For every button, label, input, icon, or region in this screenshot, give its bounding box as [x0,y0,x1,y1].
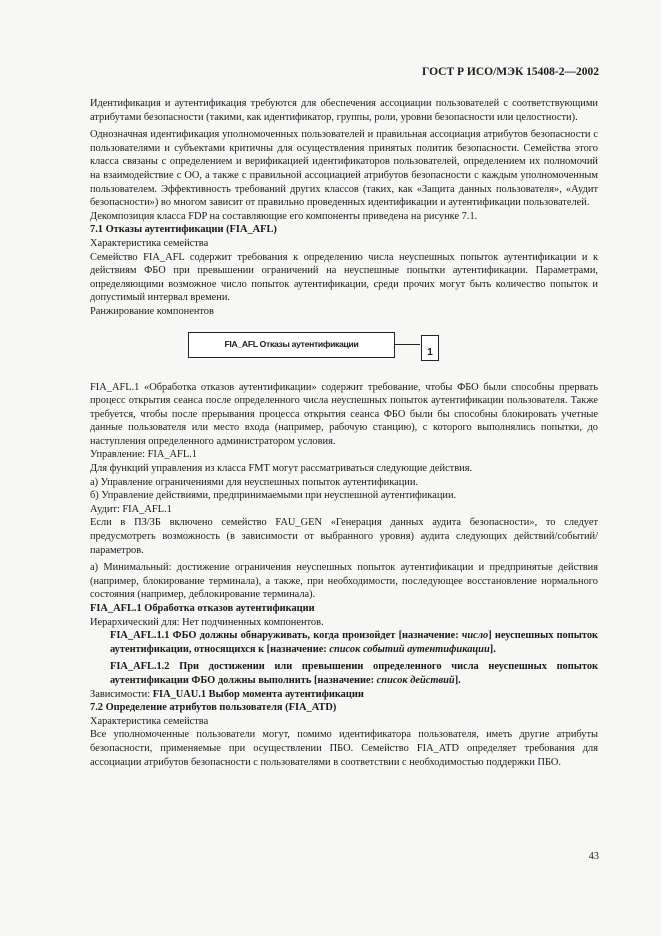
section-heading-7-2: 7.2 Определение атрибутов пользователя (FIA_ATD) [90,702,337,714]
paragraph: Декомпозиция класса FDP на составляющие его компоненты приведена на рисунке 7.1. [90,210,478,222]
paragraph: Все уполномоченные пользователи могут, помимо идентификатора пользователя, иметь другие атрибуты безопасности, применяемые при осуществлении ПБО. Семейство FIA_ATD определяет требования для ассоциации атрибутов безопасности с пользователями в соответствии с необходимостью поддержки ПБО. [90,729,598,768]
dependencies: Зависимости: FIA_UAU.1 Выбор момента аутентификации [90,688,364,700]
family-box: FIA_AFL Отказы аутентификации [188,332,395,358]
component-title: FIA_AFL.1 Обработка отказов аутентификации [90,603,315,614]
subheading: Ранжирование компонентов [90,305,214,317]
page-content [90,97,598,769]
section-heading-7-1: 7.1 Отказы аутентификации (FIA_AFL) [90,224,277,236]
paragraph: Для функций управления из класса FMT могут рассматриваться следующие действия. [90,463,473,475]
component-ranking-diagram [90,323,598,375]
paragraph: Однозначная идентификация уполномоченных пользователей и правильная ассоциация атрибутов безопасности с пользователями и субъектами критичны для осуществления принятых политик безопасности. Семейства этого класса связаны с определением и верификацией идентификаторов пользователей, определением их полномочий на взаимодействие с ОО, а также с правильной ассоциацией атрибутов безопасности с каждым уполномоченным пользователем. Эффективность требований других классов (таких, как «Защита данных пользователя», «Аудит безопасности») во многом зависит от правильно проведенных идентификации и аутентификации пользователей. [90,129,598,209]
list-item: а) Управление ограничениями для неуспешных попыток аутентификации. [90,476,419,488]
element-fia-afl-1-2: FIA_AFL.1.2 При достижении или превышении определенного числа неуспешных попыток аутентификации ФБО должны выполнить [назначение: список действий]. [110,661,598,686]
paragraph: Если в ПЗ/ЗБ включено семейство FAU_GEN «Генерация данных аудита безопасности», то следует предусмотреть возможность (в зависимости от выбранного уровня) аудита следующих действий/событий/параметров. [90,517,598,556]
element-fia-afl-1-1: FIA_AFL.1.1 ФБО должны обнаруживать, когда произойдет [назначение: число] неуспешных попыток аутентификации, относящихся к [назначение: список событий аутентификации]. [110,630,598,655]
list-item: б) Управление действиями, предпринимаемыми при неуспешной аутентификации. [90,490,457,502]
paragraph: Идентификация и аутентификация требуются для обеспечения ассоциации пользователей с соответствующими атрибутами безопасности (такими, как идентификатор, группы, роли, уровни безопасности или целостности). [90,98,598,123]
page-number: 43 [588,851,599,862]
subheading: Характеристика семейства [90,715,209,727]
subheading: Характеристика семейства [90,237,209,249]
connector-line [395,344,420,345]
list-item: а) Минимальный: достижение ограничения неуспешных попыток аутентификации и предпринятые действия (например, блокирование терминала), а также, при необходимости, последующее восстановление нормального состояния (например, деблокирование терминала). [90,562,598,601]
paragraph: Семейство FIA_AFL содержит требования к определению числа неуспешных попыток аутентификации и к действиям ФБО при превышении ограничений на неуспешные попытки аутентификации. Параметрами, определяющими возможное число попыток аутентификации, среди прочих могут быть количество попыток и допустимый интервал времени. [90,251,598,304]
paragraph: Иерархический для: Нет подчиненных компонентов. [90,616,324,628]
component-level-box: 1 [421,335,439,361]
subheading: Управление: FIA_AFL.1 [90,449,197,461]
paragraph: FIA_AFL.1 «Обработка отказов аутентификации» содержит требование, чтобы ФБО были способны прервать процесс открытия сеанса после определенного числа неуспешных попыток аутентификации пользователя. Также требуется, чтобы после прерывания процесса открытия сеанса ФБО были бы способны блокировать учетные данные пользователя или место входа (например, рабочую станцию), с которого выполнялись попытки, до наступления определенного администратором условия. [90,381,598,447]
page-header: ГОСТ Р ИСО/МЭК 15408-2—2002 [422,66,599,78]
subheading: Аудит: FIA_AFL.1 [90,503,172,515]
